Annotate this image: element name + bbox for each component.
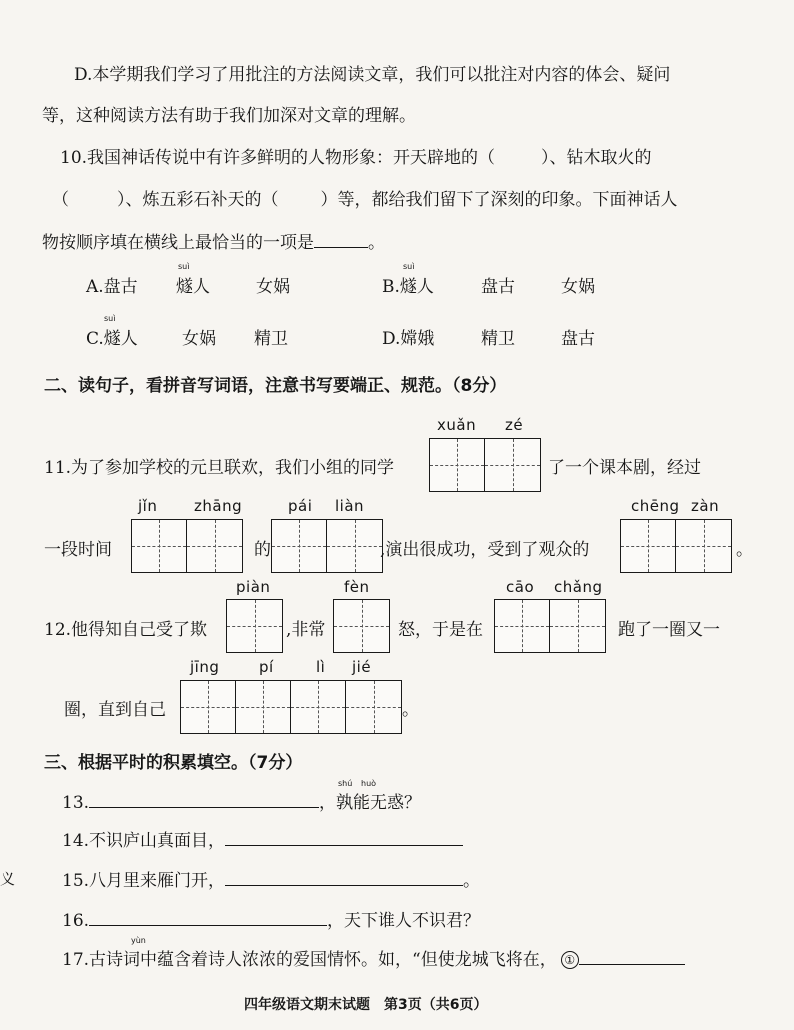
pinyin-shu: shú [338,779,353,788]
pinyin-ze: zé [505,416,524,434]
page-footer: 四年级语文期末试题 第3页（共6页） [244,997,488,1013]
section-2-heading: 二、读句子，看拼音写词语，注意书写要端正、规范。（8分） [44,376,507,396]
writing-grid-xuanze[interactable] [429,438,541,492]
pinyin-yun: yùn [131,936,146,945]
grid-cell[interactable] [346,681,401,733]
grid-cell[interactable] [327,520,382,572]
grid-cell[interactable] [187,520,242,572]
grid-cell[interactable] [227,600,282,652]
section-3-heading: 三、根据平时的积累填空。（7分） [44,753,303,773]
grid-cell[interactable] [334,600,389,652]
q12-line2-a: 圈，直到自己 [64,700,166,720]
pinyin-sui-b: suì [403,262,415,271]
q16-line: 16. ，天下谁人不识君？ [62,906,480,931]
writing-grid-pailian[interactable] [271,519,383,573]
option-a-1[interactable]: A.盘古 [86,277,138,297]
option-d-3: 盘古 [561,329,595,349]
pinyin-pi: pí [259,658,274,676]
option-b-3: 女娲 [561,277,595,297]
pinyin-huo: huò [361,779,377,788]
grid-cell[interactable] [621,520,676,572]
pinyin-li: lì [316,658,326,676]
q10-line2: （ ）、炼五彩石补天的（ ）等，都给我们留下了深刻的印象。下面神话人 [52,190,678,210]
option-d-2: 精卫 [481,329,515,349]
grid-cell[interactable] [132,520,187,572]
pinyin-cao: cāo [506,578,535,596]
option-a-2: 燧人 [176,277,210,297]
q15-line: 15.八月里来雁门开， 。 [62,866,480,891]
pinyin-pai: pái [288,497,313,515]
q9-option-d-line2: 等，这种阅读方法有助于我们加深对文章的理解。 [42,106,416,126]
pinyin-sui: suì [178,262,190,271]
q17-blank[interactable] [579,946,685,965]
q14-line: 14.不识庐山真面目， [62,826,463,851]
q12-line1-b: ,非常 [286,620,326,640]
pinyin-jing: jīng [190,658,220,676]
q11-line1-b: 了一个课本剧，经过 [548,458,701,478]
q13-blank[interactable] [89,789,319,808]
grid-cell[interactable] [676,520,731,572]
pinyin-cheng: chēng [631,497,680,515]
grid-cell[interactable] [430,439,485,491]
grid-cell[interactable] [236,681,291,733]
q16-blank[interactable] [89,907,327,926]
grid-cell[interactable] [550,600,605,652]
q17-line: 17.古诗词中蕴含着诗人浓浓的爱国情怀。如，“但使龙城飞将在， ① [62,945,685,970]
q11-line2-a: 一段时间 [44,540,112,560]
writing-grid-chengzan[interactable] [620,519,732,573]
pinyin-sui-c: suì [104,314,116,323]
writing-grid-caochang[interactable] [494,599,606,653]
q12-line1-a: 12.他得知自己受了欺 [44,620,208,640]
grid-cell[interactable] [485,439,540,491]
pinyin-zan: zàn [691,497,720,515]
option-b-1[interactable]: B.燧人 [382,277,434,297]
pinyin-pian: piàn [236,578,271,596]
pinyin-xuan: xuǎn [437,416,477,434]
writing-grid-jingpilijie[interactable] [180,680,402,734]
q12-line1-d: 跑了一圈又一 [618,620,720,640]
q11-line2-b: 的 [254,540,271,560]
pinyin-fen: fèn [344,578,370,596]
option-c-3: 精卫 [254,329,288,349]
option-b-2: 盘古 [481,277,515,297]
pinyin-jie: jié [352,658,372,676]
pinyin-lian: liàn [335,497,365,515]
q11-line1-a: 11.为了参加学校的元旦联欢，我们小组的同学 [44,458,395,478]
q15-blank[interactable] [225,867,463,886]
pinyin-zhang: zhāng [194,497,243,515]
q9-option-d-line1: D.本学期我们学习了用批注的方法阅读文章，我们可以批注对内容的体会、疑问 [74,65,671,85]
grid-cell[interactable] [181,681,236,733]
pinyin-jin: jǐn [138,497,158,515]
pinyin-chang: chǎng [554,578,603,596]
option-d-1[interactable]: D.嫦娥 [382,329,435,349]
q12-line1-c: 怒，于是在 [398,620,483,640]
option-c-2: 女娲 [182,329,216,349]
q12-line2-b: 。 [402,700,419,720]
writing-grid-fen[interactable] [333,599,390,653]
q11-line2-c: ,演出很成功，受到了观众的 [380,540,590,560]
grid-cell[interactable] [291,681,346,733]
grid-cell[interactable] [272,520,327,572]
q14-blank[interactable] [225,827,463,846]
circled-number: ① [561,951,579,969]
q10-line3: 物按顺序填在横线上最恰当的一项是 。 [42,228,385,253]
q10-line1: 10.我国神话传说中有许多鲜明的人物形象：开天辟地的（ ）、钻木取火的 [60,148,652,168]
grid-cell[interactable] [495,600,550,652]
option-c-1[interactable]: C.燧人 [86,329,138,349]
margin-mark: 义 [0,870,16,888]
writing-grid-pian[interactable] [226,599,283,653]
q11-line2-d: 。 [736,540,753,560]
q10-answer-blank[interactable] [314,229,368,248]
q13-line: 13. ，孰能无惑？ [62,788,421,813]
option-a-3: 女娲 [256,277,290,297]
writing-grid-jinzhang[interactable] [131,519,243,573]
